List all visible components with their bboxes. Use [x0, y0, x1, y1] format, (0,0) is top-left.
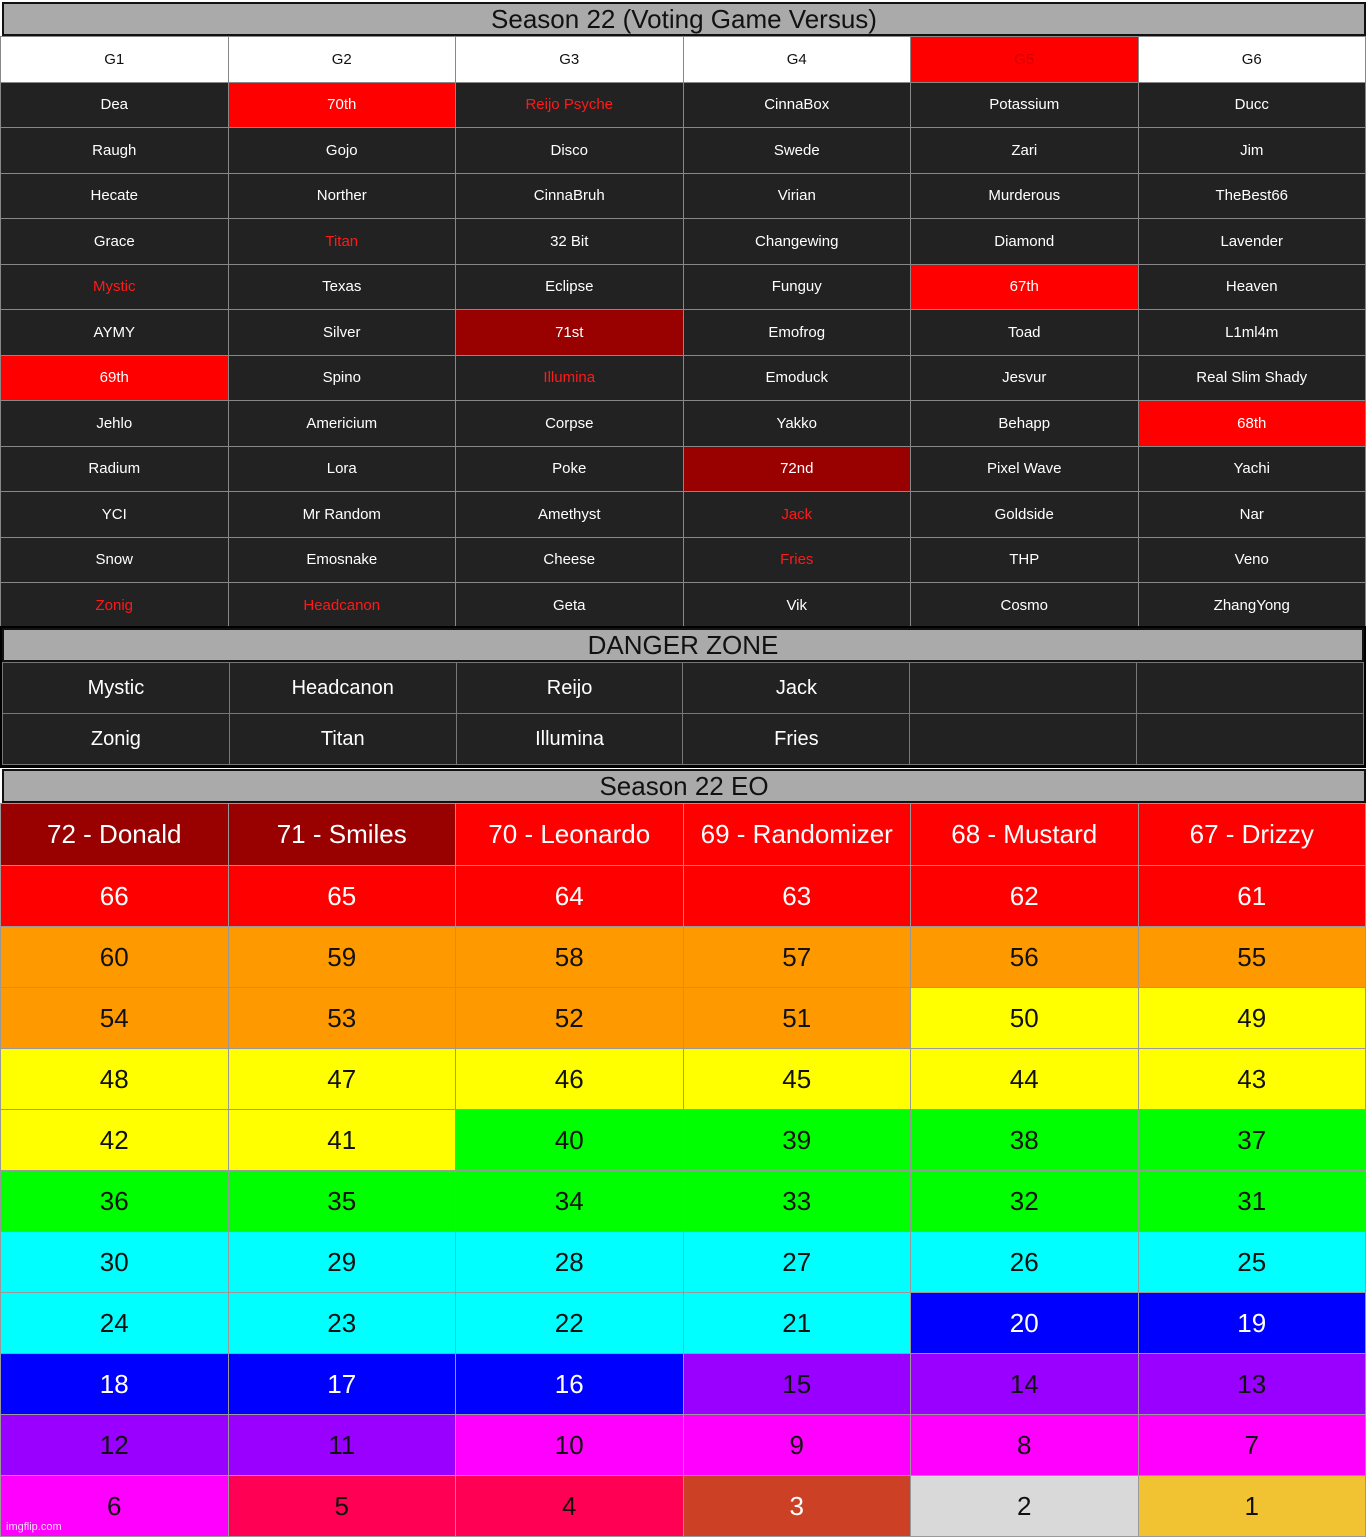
danger-cell: [910, 714, 1137, 765]
placement-cell: 4: [456, 1476, 684, 1537]
danger-cell: Illumina: [456, 714, 683, 765]
versus-header-row: [1, 37, 1366, 83]
danger-cell: Headcanon: [229, 663, 456, 714]
placement-cell: 3: [683, 1476, 911, 1537]
table-row: [1, 1110, 1366, 1171]
contestant-cell: Vik: [683, 583, 911, 629]
table-row: [1, 583, 1366, 629]
eo-header-row: [1, 804, 1366, 866]
eliminated-cell: 70 - Leonardo: [456, 804, 684, 866]
contestant-cell: Poke: [456, 446, 684, 492]
contestant-cell: ZhangYong: [1138, 583, 1366, 629]
contestant-cell: Yachi: [1138, 446, 1366, 492]
placement-cell: 21: [683, 1293, 911, 1354]
contestant-cell: Toad: [911, 310, 1139, 356]
placement-cell: 17: [228, 1354, 456, 1415]
contestant-cell: Zari: [911, 128, 1139, 174]
placement-cell: 64: [456, 866, 684, 927]
placement-cell: 59: [228, 927, 456, 988]
contestant-cell: Cosmo: [911, 583, 1139, 629]
contestant-cell: Emofrog: [683, 310, 911, 356]
contestant-cell: Heaven: [1138, 264, 1366, 310]
placement-cell: 23: [228, 1293, 456, 1354]
contestant-cell: Veno: [1138, 537, 1366, 583]
eo-grid: [0, 803, 1366, 1537]
placement-cell: 38: [911, 1110, 1139, 1171]
table-row: [1, 82, 1366, 128]
contestant-cell: Jim: [1138, 128, 1366, 174]
placement-cell: 13: [1138, 1354, 1366, 1415]
contestant-cell: Jesvur: [911, 355, 1139, 401]
group-header: G5: [911, 37, 1139, 83]
eliminated-cell: 72 - Donald: [1, 804, 229, 866]
table-row: [1, 264, 1366, 310]
table-row: [1, 927, 1366, 988]
danger-zone-grid: [2, 662, 1364, 765]
table-row: [1, 537, 1366, 583]
group-header: G3: [456, 37, 684, 83]
eo-title: Season 22 EO: [2, 769, 1366, 803]
contestant-cell: Spino: [228, 355, 456, 401]
contestant-cell: Nar: [1138, 492, 1366, 538]
danger-cell: [1137, 714, 1364, 765]
contestant-cell: Geta: [456, 583, 684, 629]
danger-cell: [910, 663, 1137, 714]
contestant-cell: Americium: [228, 401, 456, 447]
table-row: [1, 988, 1366, 1049]
placement-cell: 28: [456, 1232, 684, 1293]
placement-cell: 58: [456, 927, 684, 988]
contestant-cell: Potassium: [911, 82, 1139, 128]
eliminated-cell: 68 - Mustard: [911, 804, 1139, 866]
placement-cell: 16: [456, 1354, 684, 1415]
table-row: [1, 128, 1366, 174]
group-header: G1: [1, 37, 229, 83]
contestant-cell: Snow: [1, 537, 229, 583]
contestant-cell: Jehlo: [1, 401, 229, 447]
contestant-cell: Behapp: [911, 401, 1139, 447]
contestant-cell: Dea: [1, 82, 229, 128]
table-row: [1, 355, 1366, 401]
placement-cell: 39: [683, 1110, 911, 1171]
placement-cell: 56: [911, 927, 1139, 988]
contestant-cell: Funguy: [683, 264, 911, 310]
contestant-cell: Gojo: [228, 128, 456, 174]
placement-cell: 44: [911, 1049, 1139, 1110]
placement-cell: 41: [228, 1110, 456, 1171]
placement-cell: 55: [1138, 927, 1366, 988]
placement-cell: 22: [456, 1293, 684, 1354]
table-row: [3, 714, 1364, 765]
danger-cell: Zonig: [3, 714, 230, 765]
placement-cell: 20: [911, 1293, 1139, 1354]
table-row: [1, 1415, 1366, 1476]
table-row: [1, 1049, 1366, 1110]
contestant-cell: Norther: [228, 173, 456, 219]
contestant-cell: Mr Random: [228, 492, 456, 538]
placement-cell: 25: [1138, 1232, 1366, 1293]
table-row: [3, 663, 1364, 714]
placement-cell: 31: [1138, 1171, 1366, 1232]
placement-cell: 49: [1138, 988, 1366, 1049]
table-row: [1, 1232, 1366, 1293]
danger-cell: Fries: [683, 714, 910, 765]
contestant-cell: Grace: [1, 219, 229, 265]
placement-cell: 36: [1, 1171, 229, 1232]
versus-title: Season 22 (Voting Game Versus): [2, 2, 1366, 36]
versus-grid: [0, 36, 1366, 629]
placement-cell: 42: [1, 1110, 229, 1171]
danger-zone-title: DANGER ZONE: [2, 628, 1364, 662]
placement-cell: 27: [683, 1232, 911, 1293]
contestant-cell: Reijo Psyche: [456, 82, 684, 128]
contestant-cell: Emoduck: [683, 355, 911, 401]
placement-cell: 29: [228, 1232, 456, 1293]
placement-cell: 61: [1138, 866, 1366, 927]
contestant-cell: CinnaBox: [683, 82, 911, 128]
placement-cell: 65: [228, 866, 456, 927]
placement-cell: 7: [1138, 1415, 1366, 1476]
contestant-cell: Eclipse: [456, 264, 684, 310]
placement-cell: 2: [911, 1476, 1139, 1537]
contestant-cell: Ducc: [1138, 82, 1366, 128]
table-row: [1, 492, 1366, 538]
placement-cell: 48: [1, 1049, 229, 1110]
placement-cell: 18: [1, 1354, 229, 1415]
placement-cell: 33: [683, 1171, 911, 1232]
table-row: [1, 1293, 1366, 1354]
contestant-cell: Hecate: [1, 173, 229, 219]
contestant-cell: Cheese: [456, 537, 684, 583]
placement-cell: 35: [228, 1171, 456, 1232]
danger-cell: Reijo: [456, 663, 683, 714]
placement-cell: 62: [911, 866, 1139, 927]
placement-cell: 40: [456, 1110, 684, 1171]
contestant-cell: Swede: [683, 128, 911, 174]
contestant-cell: Texas: [228, 264, 456, 310]
contestant-cell: Virian: [683, 173, 911, 219]
contestant-cell: Pixel Wave: [911, 446, 1139, 492]
placement-cell: 53: [228, 988, 456, 1049]
table-row: [1, 401, 1366, 447]
placement-cell: 1: [1138, 1476, 1366, 1537]
eliminated-cell: 67 - Drizzy: [1138, 804, 1366, 866]
placement-cell: 14: [911, 1354, 1139, 1415]
contestant-cell: Titan: [228, 219, 456, 265]
contestant-cell: 72nd: [683, 446, 911, 492]
danger-cell: Mystic: [3, 663, 230, 714]
contestant-cell: CinnaBruh: [456, 173, 684, 219]
table-row: [1, 219, 1366, 265]
contestant-cell: Yakko: [683, 401, 911, 447]
placement-cell: 37: [1138, 1110, 1366, 1171]
contestant-cell: 69th: [1, 355, 229, 401]
placement-cell: 57: [683, 927, 911, 988]
contestant-cell: 71st: [456, 310, 684, 356]
contestant-cell: Jack: [683, 492, 911, 538]
placement-cell: 63: [683, 866, 911, 927]
contestant-cell: Corpse: [456, 401, 684, 447]
table-row: [1, 1476, 1366, 1537]
contestant-cell: 68th: [1138, 401, 1366, 447]
placement-cell: 66: [1, 866, 229, 927]
danger-cell: Jack: [683, 663, 910, 714]
danger-cell: [1137, 663, 1364, 714]
watermark: imgflip.com: [6, 1521, 62, 1533]
danger-cell: Titan: [229, 714, 456, 765]
placement-cell: 19: [1138, 1293, 1366, 1354]
group-header: G6: [1138, 37, 1366, 83]
contestant-cell: Lora: [228, 446, 456, 492]
placement-cell: 15: [683, 1354, 911, 1415]
placement-cell: 47: [228, 1049, 456, 1110]
contestant-cell: Disco: [456, 128, 684, 174]
contestant-cell: Headcanon: [228, 583, 456, 629]
contestant-cell: Illumina: [456, 355, 684, 401]
placement-cell: 60: [1, 927, 229, 988]
contestant-cell: Lavender: [1138, 219, 1366, 265]
contestant-cell: Silver: [228, 310, 456, 356]
table-row: [1, 866, 1366, 927]
contestant-cell: YCI: [1, 492, 229, 538]
placement-cell: 26: [911, 1232, 1139, 1293]
contestant-cell: 32 Bit: [456, 219, 684, 265]
contestant-cell: Zonig: [1, 583, 229, 629]
contestant-cell: 67th: [911, 264, 1139, 310]
contestant-cell: Raugh: [1, 128, 229, 174]
placement-cell: 10: [456, 1415, 684, 1476]
placement-cell: 11: [228, 1415, 456, 1476]
placement-cell: 24: [1, 1293, 229, 1354]
contestant-cell: AYMY: [1, 310, 229, 356]
contestant-cell: Diamond: [911, 219, 1139, 265]
placement-cell: 50: [911, 988, 1139, 1049]
placement-cell: 45: [683, 1049, 911, 1110]
contestant-cell: Fries: [683, 537, 911, 583]
contestant-cell: Radium: [1, 446, 229, 492]
contestant-cell: 70th: [228, 82, 456, 128]
placement-cell: 8: [911, 1415, 1139, 1476]
table-row: [1, 173, 1366, 219]
contestant-cell: Mystic: [1, 264, 229, 310]
contestant-cell: Goldside: [911, 492, 1139, 538]
eliminated-cell: 71 - Smiles: [228, 804, 456, 866]
placement-cell: 9: [683, 1415, 911, 1476]
placement-cell: 46: [456, 1049, 684, 1110]
placement-cell: 30: [1, 1232, 229, 1293]
placement-cell: 54: [1, 988, 229, 1049]
table-row: [1, 1354, 1366, 1415]
table-row: [1, 310, 1366, 356]
table-row: [1, 446, 1366, 492]
contestant-cell: THP: [911, 537, 1139, 583]
contestant-cell: L1ml4m: [1138, 310, 1366, 356]
contestant-cell: TheBest66: [1138, 173, 1366, 219]
group-header: G4: [683, 37, 911, 83]
placement-cell: 6: [1, 1476, 229, 1537]
table-row: [1, 1171, 1366, 1232]
contestant-cell: Emosnake: [228, 537, 456, 583]
placement-cell: 52: [456, 988, 684, 1049]
danger-zone: [0, 626, 1366, 768]
contestant-cell: Changewing: [683, 219, 911, 265]
group-header: G2: [228, 37, 456, 83]
placement-cell: 5: [228, 1476, 456, 1537]
placement-cell: 51: [683, 988, 911, 1049]
placement-cell: 43: [1138, 1049, 1366, 1110]
placement-cell: 12: [1, 1415, 229, 1476]
contestant-cell: Real Slim Shady: [1138, 355, 1366, 401]
eliminated-cell: 69 - Randomizer: [683, 804, 911, 866]
placement-cell: 34: [456, 1171, 684, 1232]
contestant-cell: Murderous: [911, 173, 1139, 219]
placement-cell: 32: [911, 1171, 1139, 1232]
contestant-cell: Amethyst: [456, 492, 684, 538]
